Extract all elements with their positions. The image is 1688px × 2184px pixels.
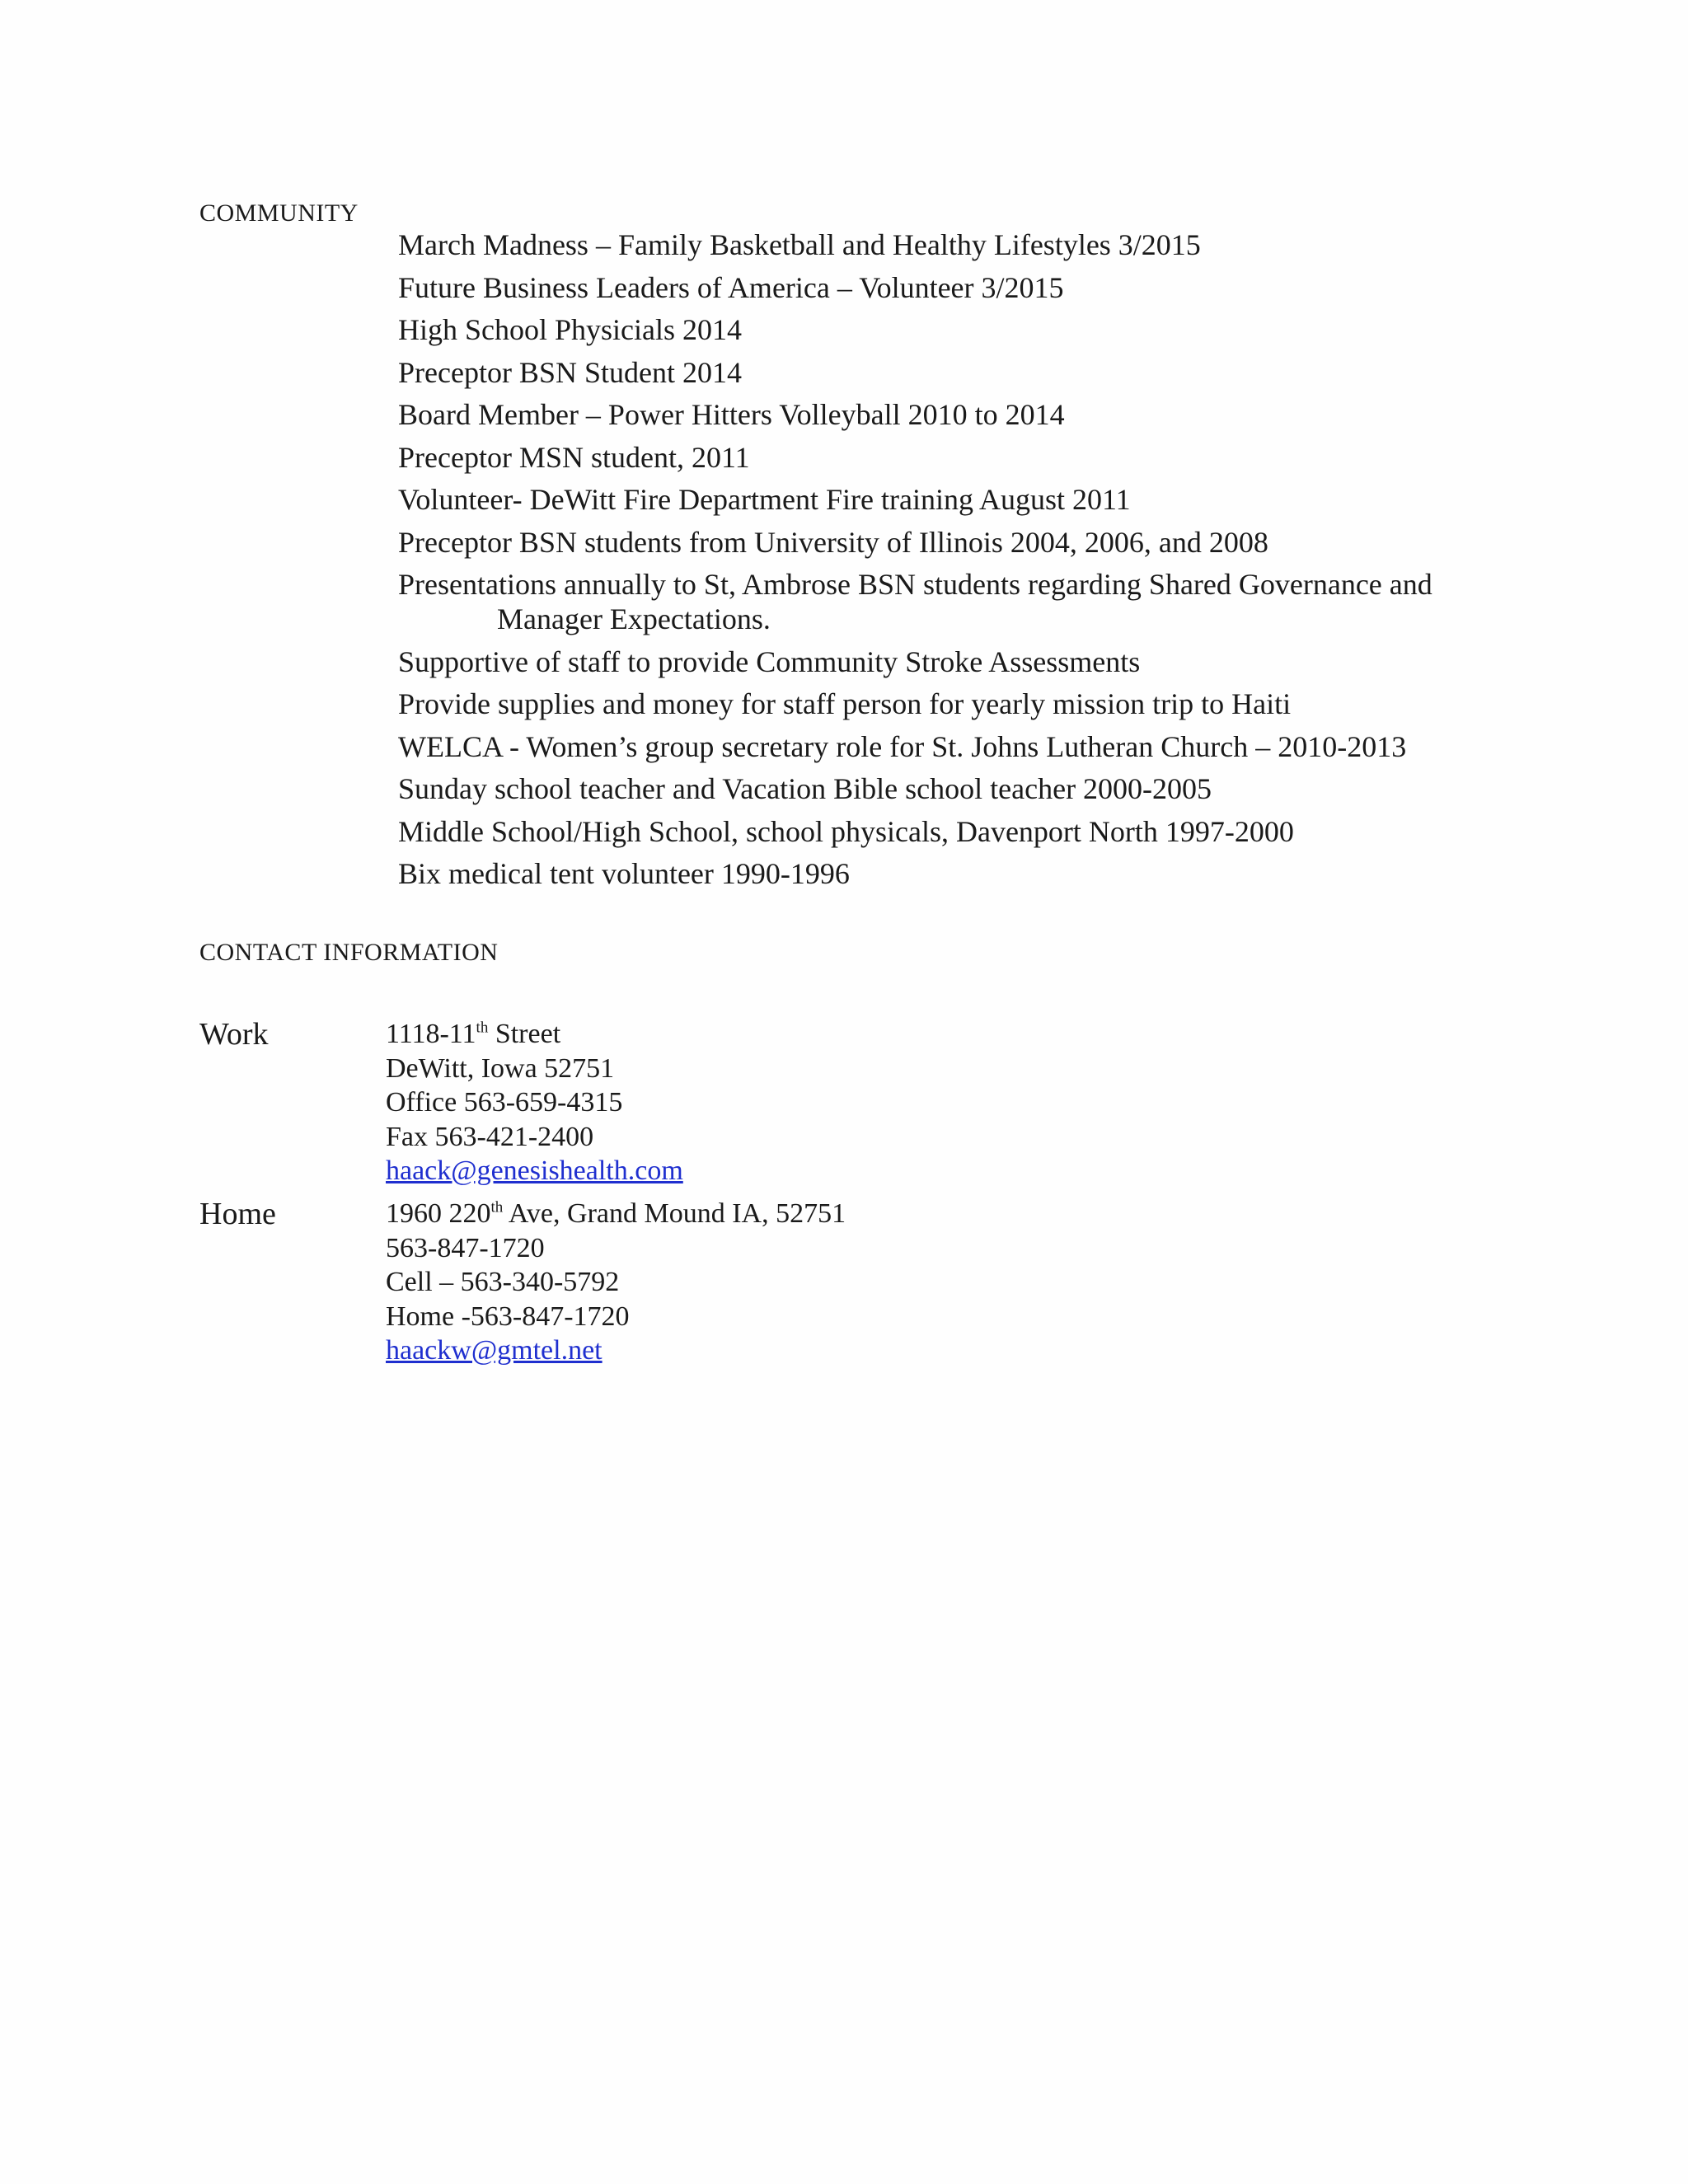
list-item-text: Volunteer- DeWitt Fire Department Fire training August 2011 [398, 483, 1131, 516]
list-item [398, 567, 1552, 636]
home-contact-lines [386, 1197, 846, 1368]
contact-information-heading: CONTACT INFORMATION [199, 939, 499, 966]
list-item [398, 771, 1552, 806]
list-item-continuation: Manager Expectations. [497, 602, 771, 635]
home-email-row [386, 1333, 846, 1368]
list-item-text: High School Physicials 2014 [398, 313, 743, 346]
work-email-link[interactable]: haack@genesishealth.com [386, 1155, 683, 1186]
list-item [398, 270, 1552, 305]
work-contact-lines [386, 1017, 683, 1188]
list-item [398, 729, 1552, 764]
list-item-text: Supportive of staff to provide Community Stroke Assessments [398, 644, 1141, 678]
list-item-text: Bix medical tent volunteer 1990-1996 [398, 857, 850, 890]
work-address-ordinal: th [476, 1019, 489, 1037]
work-label: Work [199, 1017, 269, 1052]
home-address-number: 1960 220 [386, 1198, 491, 1229]
home-address-ordinal: th [490, 1198, 504, 1216]
list-item-text: Future Business Leaders of America – Volunteer 3/2015 [398, 270, 1064, 304]
list-item [398, 355, 1552, 390]
list-item-text: March Madness – Family Basketball and Healthy Lifestyles 3/2015 [398, 228, 1201, 261]
work-address [386, 1017, 683, 1052]
list-item [398, 525, 1552, 560]
home-label: Home [199, 1197, 276, 1231]
list-item [398, 644, 1552, 679]
work-email-row [386, 1154, 683, 1188]
work-city: DeWitt, Iowa 52751 [386, 1052, 615, 1084]
list-item-text: Presentations annually to St, Ambrose BSN students regarding Shared Governance and [398, 568, 1432, 601]
list-item-text: Board Member – Power Hitters Volleyball 2010 to 2014 [398, 398, 1065, 431]
community-list [398, 227, 1552, 899]
list-item-text: WELCA - Women’s group secretary role for St. Johns Lutheran Church – 2010-2013 [398, 729, 1407, 763]
list-item-text: Preceptor MSN student, 2011 [398, 440, 750, 474]
list-item-text: Preceptor BSN Student 2014 [398, 355, 742, 389]
work-fax: Fax 563-421-2400 [386, 1121, 594, 1152]
list-item [398, 856, 1552, 891]
list-item [398, 397, 1552, 432]
work-address-number: 1118-11 [386, 1019, 476, 1049]
home-address [386, 1197, 846, 1231]
list-item-text: Sunday school teacher and Vacation Bible school teacher 2000-2005 [398, 772, 1212, 805]
work-address-street: Street [488, 1019, 561, 1049]
list-item [398, 814, 1552, 849]
list-item [398, 440, 1552, 475]
list-item [398, 687, 1552, 721]
home-home-phone: Home -563-847-1720 [386, 1301, 630, 1332]
list-item-text: Provide supplies and money for staff person for yearly mission trip to Haiti [398, 687, 1292, 720]
home-email-link[interactable]: haackw@gmtel.net [386, 1335, 603, 1366]
home-address-street: Ave, Grand Mound IA, 52751 [503, 1198, 846, 1229]
home-phone: 563-847-1720 [386, 1232, 545, 1263]
community-heading: COMMUNITY [199, 199, 359, 227]
list-item [398, 482, 1552, 517]
list-item [398, 227, 1552, 262]
work-office-phone: Office 563-659-4315 [386, 1087, 623, 1118]
home-cell: Cell – 563-340-5792 [386, 1267, 620, 1297]
list-item [398, 312, 1552, 347]
list-item-text: Middle School/High School, school physicals, Davenport North 1997-2000 [398, 814, 1294, 848]
list-item-text: Preceptor BSN students from University of Illinois 2004, 2006, and 2008 [398, 525, 1268, 559]
